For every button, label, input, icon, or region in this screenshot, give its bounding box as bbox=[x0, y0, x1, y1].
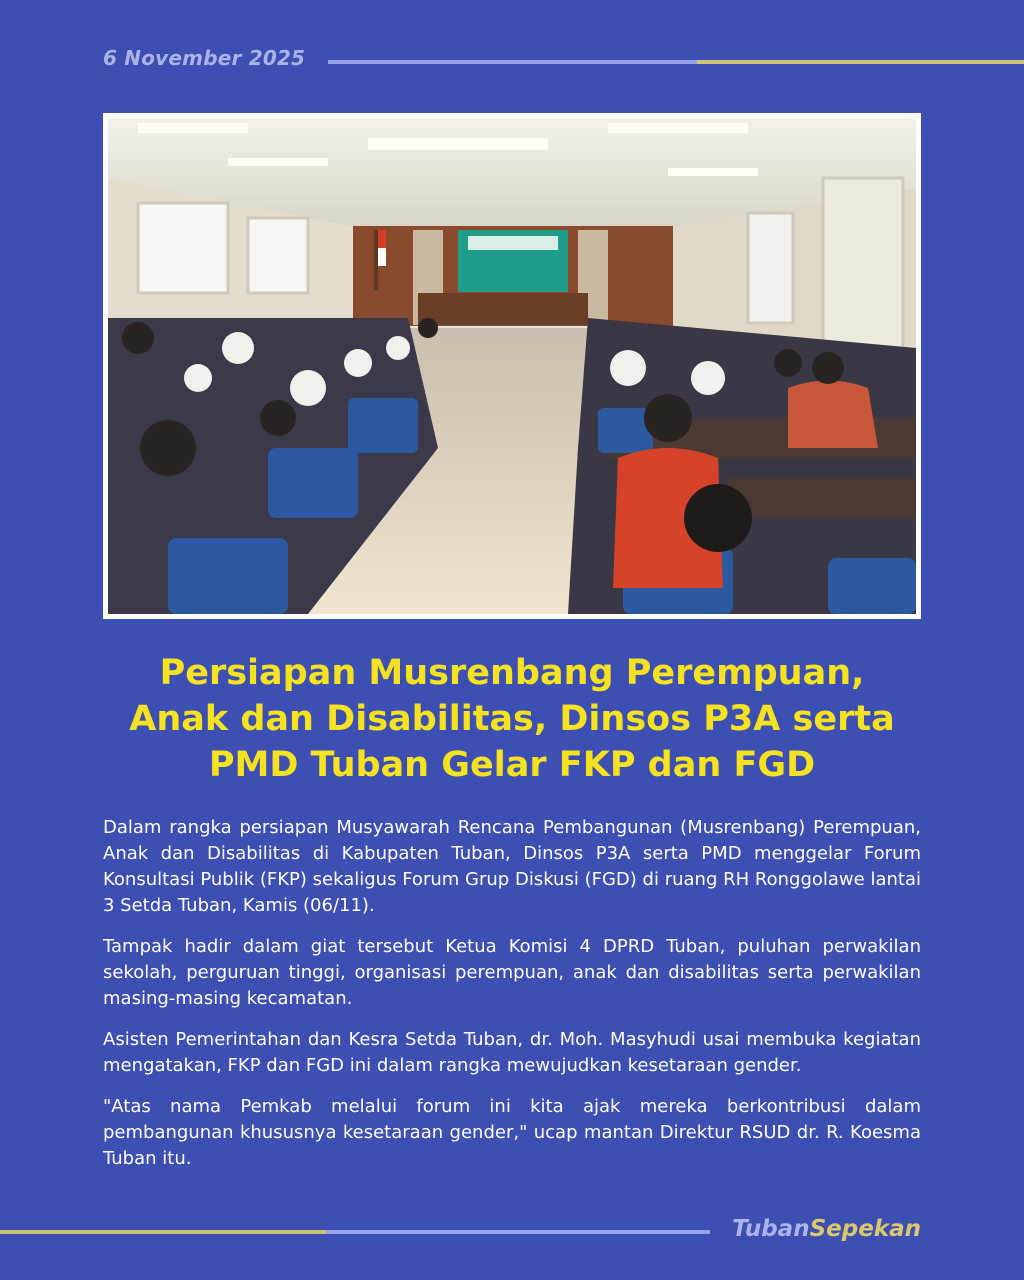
paragraph-1: Dalam rangka persiapan Musyawarah Rencana Pembangunan (Musrenbang) Perempuan, Anak dan Disabilitas di Kabupaten Tuban, Dinsos P3A serta PMD menggelar Forum Konsultasi Publik (FKP) sekaligus Forum Grup Diskusi (FGD) di ruang RH Ronggolawe lantai 3 Setda Tuban, Kamis (06/11). bbox=[103, 817, 921, 916]
top-divider bbox=[328, 60, 1024, 64]
paragraph-3: Asisten Pemerintahan dan Kesra Setda Tuban, dr. Moh. Masyhudi usai membuka kegiatan mengatakan, FKP dan FGD ini dalam rangka mewujudkan kesetaraan gender. bbox=[103, 1029, 921, 1076]
brand-part-1: Tuban bbox=[732, 1216, 810, 1242]
post-date: 6 November 2025 bbox=[103, 46, 306, 70]
headline-line-1: Persiapan Musrenbang Perempuan, bbox=[159, 653, 865, 693]
paragraph-2: Tampak hadir dalam giat tersebut Ketua Komisi 4 DPRD Tuban, puluhan perwakilan sekolah, perguruan tinggi, organisasi perempuan, anak dan disabilitas serta perwakilan masing-masing kecamatan. bbox=[103, 936, 921, 1009]
article-body bbox=[103, 815, 921, 1187]
photo-frame bbox=[103, 113, 921, 619]
meeting-room-photo bbox=[108, 118, 916, 614]
brand-part-2: Sepekan bbox=[809, 1216, 921, 1242]
headline-line-2: Anak dan Disabilitas, Dinsos P3A serta bbox=[129, 699, 895, 739]
headline-line-3: PMD Tuban Gelar FKP dan FGD bbox=[208, 745, 816, 785]
brand-logo bbox=[732, 1216, 921, 1242]
paragraph-4: "Atas nama Pemkab melalui forum ini kita ajak mereka berkontribusi dalam pembangunan khususnya kesetaraan gender," ucap mantan Direktur RSUD dr. R. Koesma Tuban itu. bbox=[103, 1096, 921, 1169]
headline bbox=[90, 650, 934, 788]
bottom-divider bbox=[0, 1230, 710, 1234]
